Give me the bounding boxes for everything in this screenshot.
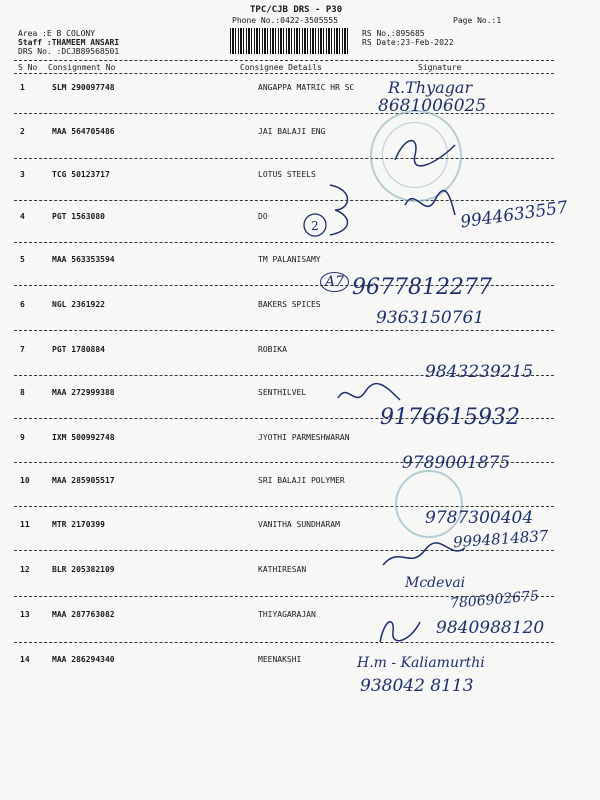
signature-scribble xyxy=(375,612,425,647)
row-consignment: NGL 2361922 xyxy=(52,300,105,309)
handwritten-name: H.m - Kaliamurthi xyxy=(357,655,485,671)
row-divider xyxy=(14,330,554,331)
row-divider xyxy=(14,200,554,201)
row-consignee: KATHIRESAN xyxy=(258,565,307,574)
drs-number: DRS No. :DCJB89568501 xyxy=(18,47,120,56)
row-consignee: LOTUS STEELS xyxy=(258,170,316,179)
row-sno: 2 xyxy=(20,127,25,136)
staff-label: Staff :THAMEEM ANSARI xyxy=(18,38,120,47)
row-sno: 9 xyxy=(20,433,25,442)
row-divider xyxy=(14,158,554,159)
row-sno: 5 xyxy=(20,255,25,264)
handwritten-name: Mcdevai xyxy=(405,575,466,591)
row-consignee: SRI BALAJI POLYMER xyxy=(258,476,345,485)
row-sno: 12 xyxy=(20,565,30,574)
row-sno: 1 xyxy=(20,83,25,92)
handwritten-phone: 7806902675 xyxy=(449,588,540,612)
phone-number: Phone No.:0422-3505555 xyxy=(232,16,338,25)
row-sno: 3 xyxy=(20,170,25,179)
svg-text:2: 2 xyxy=(311,219,319,233)
handwritten-phone: 9176615932 xyxy=(380,405,520,430)
col-signature-header: Signature xyxy=(418,63,462,72)
row-consignee: VANITHA SUNDHARAM xyxy=(258,520,340,529)
row-consignment: IXM 500992748 xyxy=(52,433,115,442)
row-consignment: PGT 1563080 xyxy=(52,212,105,221)
row-divider xyxy=(14,506,554,507)
handwritten-name: R.Thyagar xyxy=(388,78,473,97)
row-sno: 8 xyxy=(20,388,25,397)
signature-scribble xyxy=(400,185,460,225)
row-sno: 6 xyxy=(20,300,25,309)
handwritten-phone: 9843239215 xyxy=(425,362,534,382)
handwritten-phone: 9994814837 xyxy=(452,526,549,552)
report-title: TPC/CJB DRS - P30 xyxy=(250,5,343,15)
row-sno: 11 xyxy=(20,520,30,529)
row-sno: 13 xyxy=(20,610,30,619)
handwritten-phone: 9944633557 xyxy=(459,197,570,233)
row-consignment: MAA 285905517 xyxy=(52,476,115,485)
row-consignee: JYOTHI PARMESHWARAN xyxy=(258,433,350,442)
row-consignee: BAKERS SPICES xyxy=(258,300,321,309)
handwritten-phone: 8681006025 xyxy=(378,96,487,116)
row-consignee: DO xyxy=(258,212,268,221)
signature-scribble xyxy=(335,380,405,410)
page-number: Page No.:1 xyxy=(453,16,502,25)
row-consignment: TCG 50123717 xyxy=(52,170,110,179)
handwritten-mark: A7 xyxy=(320,272,349,292)
handwritten-phone: 9677812277 xyxy=(352,275,492,300)
handwritten-phone: 938042 8113 xyxy=(360,676,474,696)
col-consignee-header: Consignee Details xyxy=(240,63,322,72)
row-divider xyxy=(14,642,554,643)
rs-date: RS Date:23-Feb-2022 xyxy=(362,38,454,47)
handwritten-phone: 9363150761 xyxy=(376,308,485,328)
row-consignment: MAA 272999388 xyxy=(52,388,115,397)
row-sno: 14 xyxy=(20,655,30,664)
row-consignment: MAA 564705486 xyxy=(52,127,115,136)
signature-scribble xyxy=(380,540,470,570)
header-top-rule xyxy=(14,60,554,61)
col-sno-header: S No xyxy=(18,63,38,72)
signature-scribble xyxy=(390,130,460,170)
row-consignee: THIYAGARAJAN xyxy=(258,610,316,619)
row-divider xyxy=(14,242,554,243)
rs-number: RS No.:895685 xyxy=(362,29,425,38)
row-sno: 4 xyxy=(20,212,25,221)
row-sno: 10 xyxy=(20,476,30,485)
row-consignee: TM PALANISAMY xyxy=(258,255,321,264)
row-consignment: PGT 1780884 xyxy=(52,345,105,354)
row-consignment: BLR 205382109 xyxy=(52,565,115,574)
row-consignee: ANGAPPA MATRIC HR SC xyxy=(258,83,355,92)
header-bottom-rule xyxy=(14,73,554,74)
row-consignment: SLM 290097748 xyxy=(52,83,115,92)
row-consignment: MTR 2170399 xyxy=(52,520,105,529)
handwritten-phone: 9789001875 xyxy=(402,453,511,473)
handwritten-phone: 9787300404 xyxy=(425,508,534,528)
row-consignment: MAA 563353594 xyxy=(52,255,115,264)
handwritten-phone: 9840988120 xyxy=(436,618,545,638)
col-consignment-header: Consignment No xyxy=(48,63,116,72)
row-consignee: SENTHILVEL xyxy=(258,388,307,397)
area-label: Area :E B COLONY xyxy=(18,29,96,38)
barcode xyxy=(230,28,350,54)
row-sno: 7 xyxy=(20,345,25,354)
row-consignee: JAI BALAJI ENG xyxy=(258,127,326,136)
row-divider xyxy=(14,550,554,551)
row-consignee: MEENAKSHI xyxy=(258,655,302,664)
circled-number xyxy=(302,212,328,238)
row-consignment: MAA 287763082 xyxy=(52,610,115,619)
row-consignment: MAA 286294340 xyxy=(52,655,115,664)
row-consignee: ROBIKA xyxy=(258,345,287,354)
